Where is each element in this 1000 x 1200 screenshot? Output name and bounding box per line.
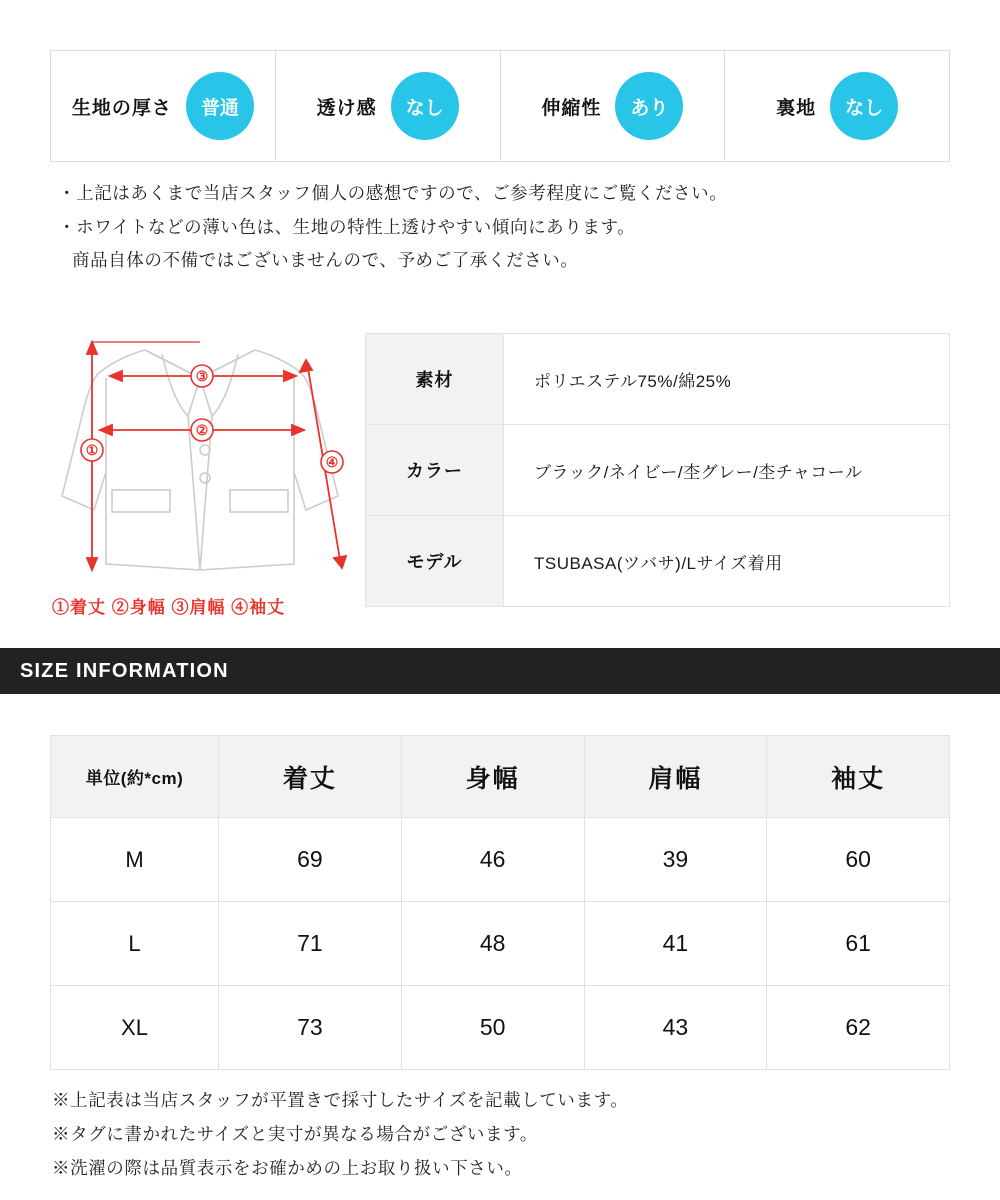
- table-row: [51, 902, 950, 986]
- size-value-sleeve: 62: [767, 986, 950, 1070]
- footnote-line: ※洗濯の際は品質表示をお確かめの上お取り扱い下さい。: [52, 1158, 523, 1179]
- table-header-row: [51, 736, 950, 818]
- size-value-shoulder: 41: [584, 902, 767, 986]
- note-line: ・ホワイトなどの薄い色は、生地の特性上透けやすい傾向にあります。: [58, 216, 636, 237]
- footnote-line: ※タグに書かれたサイズと実寸が異なる場合がございます。: [52, 1124, 538, 1145]
- spec-label-material: 素材: [366, 334, 504, 425]
- fabric-attribute-thickness: [51, 51, 276, 161]
- fabric-attribute-transparency: [276, 51, 501, 161]
- size-value-sleeve: 60: [767, 818, 950, 902]
- attribute-label: 伸縮性: [541, 97, 602, 119]
- size-value-length: 69: [219, 818, 402, 902]
- size-value-width: 50: [401, 986, 584, 1070]
- table-row: [51, 986, 950, 1070]
- attribute-value-bubble: あり: [615, 72, 683, 140]
- table-row: [366, 334, 950, 425]
- marker-2: ②: [195, 422, 209, 438]
- attribute-value-bubble: なし: [391, 72, 459, 140]
- size-value-length: 71: [219, 902, 402, 986]
- size-footnotes: [52, 1087, 972, 1189]
- size-information-header: [0, 648, 1000, 694]
- attribute-label: 生地の厚さ: [71, 97, 172, 119]
- size-value-sleeve: 61: [767, 902, 950, 986]
- fabric-attribute-lining: [725, 51, 949, 161]
- size-name: L: [51, 902, 219, 986]
- fabric-notes: [58, 180, 958, 281]
- attribute-value-bubble: 普通: [186, 72, 254, 140]
- spec-value-model: TSUBASA(ツバサ)/Lサイズ着用: [504, 516, 950, 607]
- size-value-shoulder: 39: [584, 818, 767, 902]
- spec-label-model: モデル: [366, 516, 504, 607]
- marker-1: ①: [85, 442, 99, 458]
- table-row: [366, 516, 950, 607]
- spec-value-material: ポリエステル75%/綿25%: [504, 334, 950, 425]
- size-name: M: [51, 818, 219, 902]
- attribute-value-bubble: なし: [830, 72, 898, 140]
- table-row: [51, 818, 950, 902]
- fabric-attribute-stretch: [501, 51, 726, 161]
- spec-value-color: ブラック/ネイビー/杢グレー/杢チャコール: [504, 425, 950, 516]
- size-value-shoulder: 43: [584, 986, 767, 1070]
- size-header-unit: 単位(約*cm): [51, 736, 219, 818]
- attribute-label: 透け感: [316, 97, 377, 119]
- size-value-width: 46: [401, 818, 584, 902]
- size-value-width: 48: [401, 902, 584, 986]
- marker-3: ③: [195, 368, 209, 384]
- size-value-length: 73: [219, 986, 402, 1070]
- size-header-sleeve: 袖丈: [767, 736, 950, 818]
- size-table: [50, 735, 950, 1070]
- note-line: 商品自体の不備ではございませんので、予めご了承ください。: [72, 250, 579, 271]
- note-line: ・上記はあくまで当店スタッフ個人の感想ですので、ご参考程度にご覧ください。: [58, 183, 728, 203]
- section-title: SIZE INFORMATION: [20, 659, 229, 682]
- footnote-line: ※上記表は当店スタッフが平置きで採寸したサイズを記載しています。: [52, 1090, 629, 1110]
- marker-4: ④: [325, 454, 339, 470]
- product-spec-table: [365, 333, 950, 607]
- measurement-diagram: [50, 320, 360, 620]
- size-header-shoulder: 肩幅: [584, 736, 767, 818]
- size-header-length: 着丈: [219, 736, 402, 818]
- jacket-illustration-svg: [50, 320, 360, 610]
- spec-label-color: カラー: [366, 425, 504, 516]
- attribute-label: 裏地: [776, 97, 817, 119]
- size-name: XL: [51, 986, 219, 1070]
- fabric-attribute-table: [50, 50, 950, 162]
- table-row: [366, 425, 950, 516]
- diagram-legend: ①着丈 ②身幅 ③肩幅 ④袖丈: [52, 598, 286, 617]
- size-header-width: 身幅: [401, 736, 584, 818]
